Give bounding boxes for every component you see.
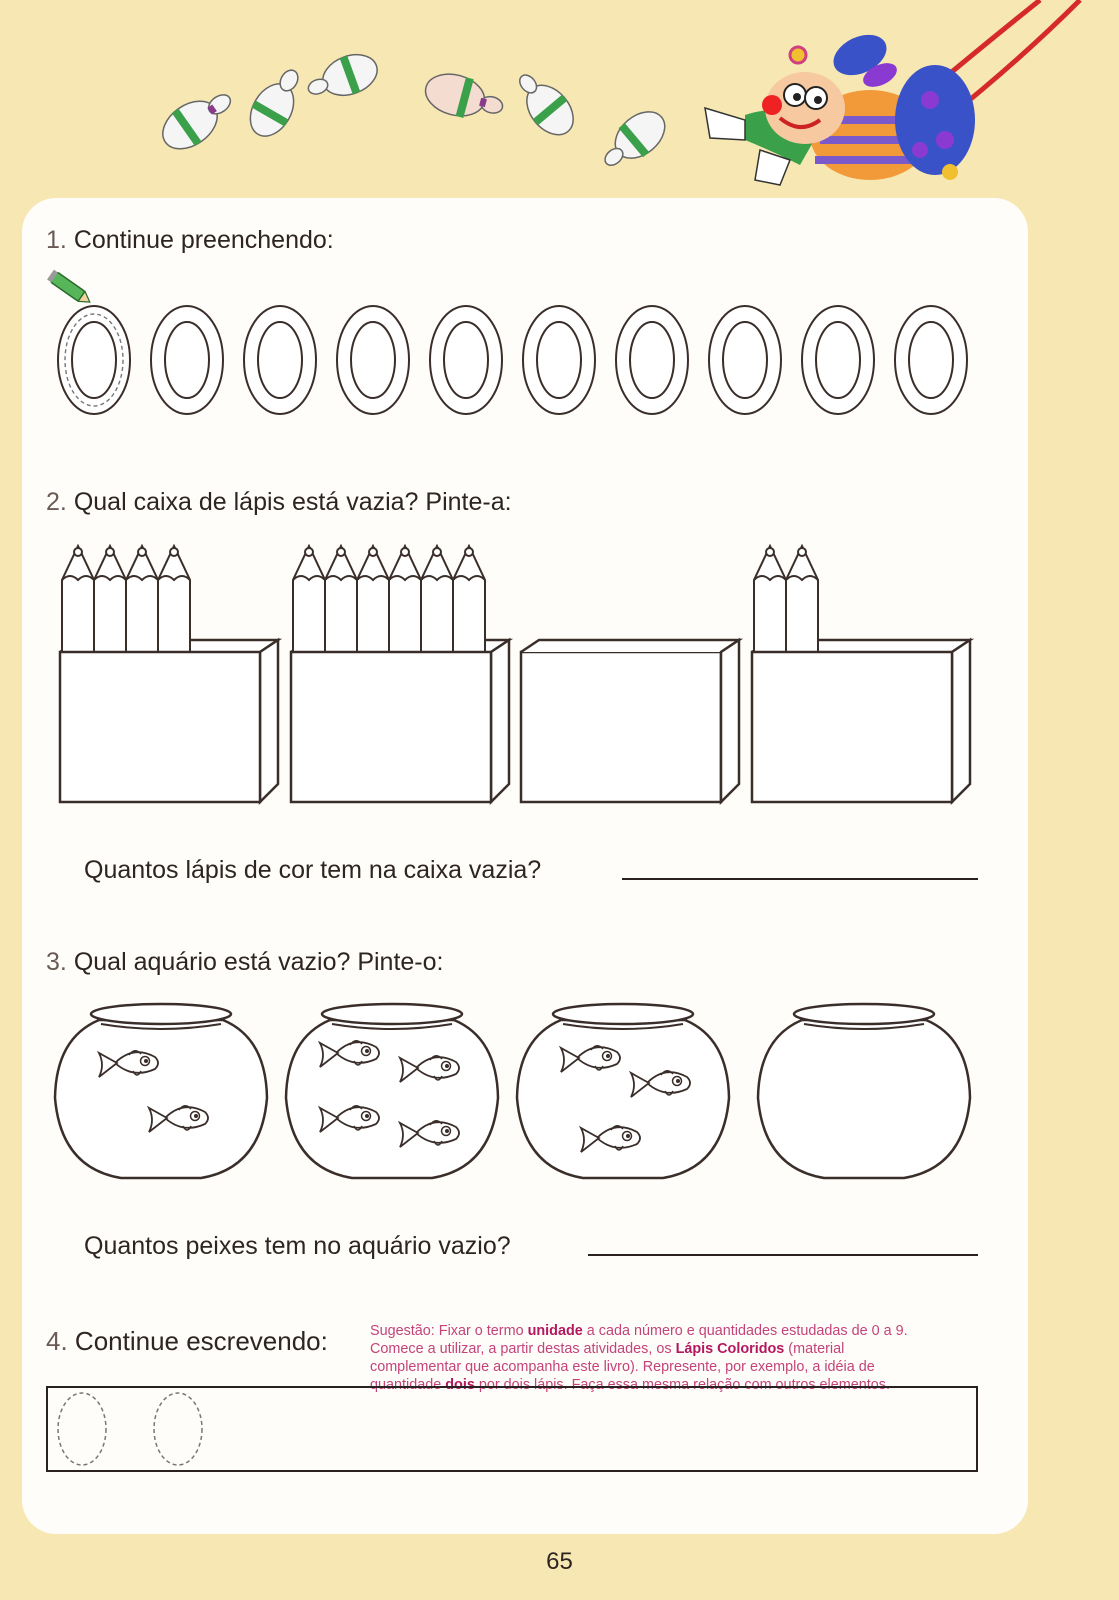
zero-outline[interactable] bbox=[523, 306, 595, 414]
question-number: 3. bbox=[46, 948, 67, 976]
question-3-title bbox=[46, 948, 443, 977]
question-text: Qual aquário está vazio? Pinte-o: bbox=[73, 948, 444, 976]
fish-bowl[interactable] bbox=[286, 1004, 498, 1178]
fish-question: Quantos peixes tem no aquário vazio? bbox=[84, 1232, 511, 1260]
question-number: 4. bbox=[46, 1326, 68, 1356]
fish-bowl[interactable] bbox=[758, 1004, 970, 1178]
question-number: 1. bbox=[46, 226, 67, 254]
zero-outline[interactable] bbox=[244, 306, 316, 414]
pencil-in-box bbox=[158, 546, 190, 652]
pencils-answer-line[interactable] bbox=[622, 878, 978, 880]
pencil-box[interactable] bbox=[291, 546, 509, 802]
question-number: 2. bbox=[46, 488, 67, 516]
zero-outline[interactable] bbox=[430, 306, 502, 414]
bowling-pin-icon bbox=[594, 102, 674, 177]
zero-outline[interactable] bbox=[151, 306, 223, 414]
dashed-zero-guide bbox=[154, 1393, 202, 1465]
fish-bowls-row[interactable] bbox=[54, 998, 1014, 1198]
hint-line: complementar que acompanha este livro). Represente, por exemplo, a idéia de bbox=[370, 1359, 875, 1375]
pencil-in-box bbox=[389, 546, 421, 652]
pencil-box[interactable] bbox=[752, 546, 970, 802]
pencil-in-box bbox=[754, 546, 786, 652]
question-2-title bbox=[46, 488, 512, 517]
clown-illustration bbox=[705, 0, 1080, 185]
bowling-pin-icon bbox=[421, 68, 508, 127]
pencil-box[interactable] bbox=[60, 546, 278, 802]
bowling-pin-icon bbox=[154, 81, 241, 159]
dashed-zero-guide bbox=[58, 1393, 106, 1465]
pencils-question: Quantos lápis de cor tem na caixa vazia? bbox=[84, 856, 542, 884]
pencil-boxes-row[interactable] bbox=[54, 540, 1014, 820]
pencil-in-box bbox=[786, 546, 818, 652]
header-illustration bbox=[0, 0, 1119, 200]
fish-bowl[interactable] bbox=[517, 1004, 729, 1178]
hint-line: Sugestão: Fixar o termo unidade a cada número e quantidades estudadas de 0 a 9. bbox=[370, 1323, 908, 1339]
zero-outline[interactable] bbox=[616, 306, 688, 414]
bowling-pin-icon bbox=[242, 62, 311, 144]
zero-outline[interactable] bbox=[709, 306, 781, 414]
zeros-trace-row[interactable] bbox=[56, 302, 1016, 422]
zero-outline[interactable] bbox=[337, 306, 409, 414]
question-text: Continue escrevendo: bbox=[74, 1326, 328, 1356]
zero-outline[interactable] bbox=[58, 306, 130, 414]
page-number: 65 bbox=[546, 1548, 573, 1575]
question-text: Continue preenchendo: bbox=[73, 226, 334, 254]
pencil-in-box bbox=[325, 546, 357, 652]
fish-answer-line[interactable] bbox=[588, 1254, 978, 1256]
bowling-pin-icon bbox=[302, 48, 383, 108]
hint-line: Comece a utilizar, a partir destas atividades, os Lápis Coloridos (material bbox=[370, 1341, 845, 1357]
pencil-in-box bbox=[293, 546, 325, 652]
pencil-in-box bbox=[357, 546, 389, 652]
pencil-in-box bbox=[126, 546, 158, 652]
zero-outline[interactable] bbox=[802, 306, 874, 414]
question-text: Qual caixa de lápis está vazia? Pinte-a: bbox=[73, 488, 512, 516]
pencil-in-box bbox=[62, 546, 94, 652]
question-4-title bbox=[46, 1326, 328, 1357]
pencil-in-box bbox=[94, 546, 126, 652]
zero-outline[interactable] bbox=[895, 306, 967, 414]
pencil-in-box bbox=[421, 546, 453, 652]
writing-box[interactable] bbox=[46, 1386, 980, 1474]
question-1-title bbox=[46, 226, 334, 255]
hint-line: quantidade dois por dois lápis. Faça essa mesma relação com outros elementos. bbox=[370, 1377, 890, 1393]
fish-bowl[interactable] bbox=[55, 1004, 267, 1178]
teacher-hint bbox=[370, 1322, 1030, 1394]
pencil-in-box bbox=[453, 546, 485, 652]
bowling-pin-icon bbox=[507, 64, 582, 144]
pencil-box[interactable] bbox=[521, 640, 739, 802]
